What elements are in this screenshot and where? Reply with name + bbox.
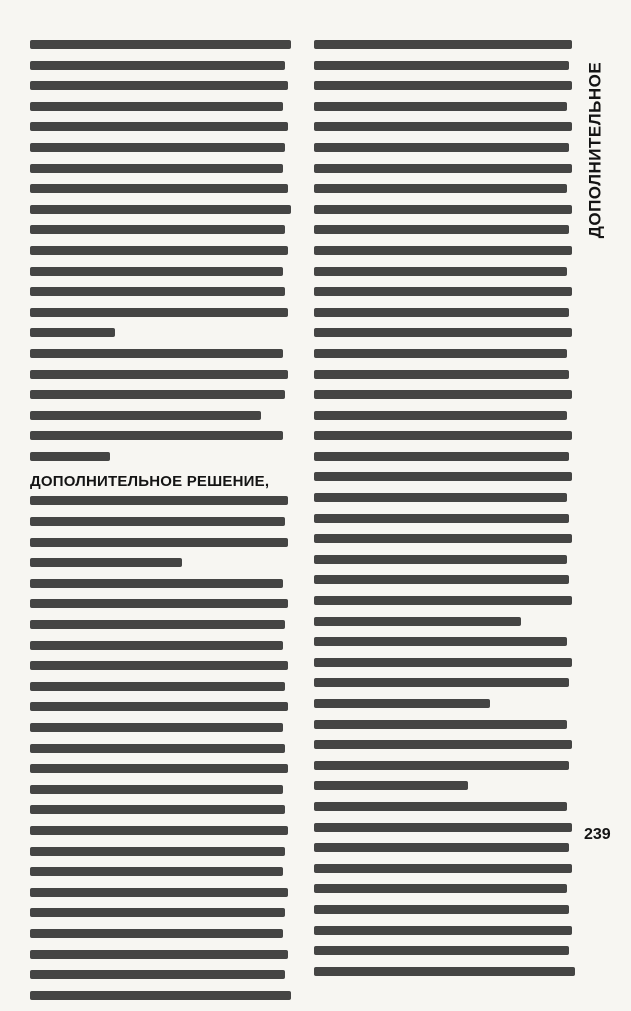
text-line <box>314 225 569 234</box>
text-line <box>314 555 567 564</box>
text-line <box>314 143 569 152</box>
text-line <box>30 122 288 131</box>
text-line <box>30 184 288 193</box>
text-line <box>314 349 567 358</box>
text-line <box>30 431 283 440</box>
text-line <box>30 950 288 959</box>
text-line <box>314 946 569 955</box>
text-line <box>30 620 285 629</box>
text-line <box>314 637 567 646</box>
text-line <box>30 308 288 317</box>
text-line <box>314 740 572 749</box>
text-line <box>30 205 291 214</box>
text-line <box>30 826 288 835</box>
right-column <box>314 40 580 987</box>
text-line <box>30 805 285 814</box>
text-line <box>314 452 569 461</box>
page-number: 239 <box>584 826 611 843</box>
text-line <box>30 908 285 917</box>
text-line <box>314 720 567 729</box>
text-line <box>30 744 285 753</box>
text-line <box>314 102 567 111</box>
text-line <box>314 823 572 832</box>
text-line <box>314 575 569 584</box>
text-line <box>314 308 569 317</box>
text-line <box>314 267 567 276</box>
text-line <box>30 164 283 173</box>
text-line <box>314 287 572 296</box>
text-line <box>314 184 567 193</box>
text-line <box>314 843 569 852</box>
text-line <box>30 579 283 588</box>
text-line <box>314 61 569 70</box>
text-line <box>30 867 283 876</box>
text-line <box>30 246 288 255</box>
text-line <box>314 905 569 914</box>
text-line <box>30 847 285 856</box>
text-line <box>30 267 283 276</box>
text-line <box>314 472 572 481</box>
text-line <box>314 246 572 255</box>
entry-heading: ДОПОЛНИТЕЛЬНОЕ РЕШЕНИЕ, <box>30 473 270 491</box>
text-line <box>314 534 572 543</box>
text-line <box>30 390 285 399</box>
text-line <box>314 864 572 873</box>
text-line <box>30 599 288 608</box>
text-line <box>30 102 283 111</box>
text-line <box>314 699 490 708</box>
text-line <box>314 164 572 173</box>
text-line <box>30 370 288 379</box>
text-line <box>30 929 283 938</box>
text-line <box>30 682 285 691</box>
text-line <box>30 764 288 773</box>
text-line <box>30 287 285 296</box>
text-line <box>30 641 283 650</box>
text-line <box>314 658 572 667</box>
text-line <box>30 225 285 234</box>
text-line <box>314 617 521 626</box>
text-line <box>30 328 115 337</box>
text-line <box>314 328 572 337</box>
text-line <box>30 970 285 979</box>
text-line <box>30 496 288 505</box>
text-line <box>314 431 572 440</box>
text-line <box>30 61 285 70</box>
text-line <box>30 452 110 461</box>
text-line <box>314 493 567 502</box>
text-line <box>314 781 468 790</box>
text-line <box>314 81 572 90</box>
text-line <box>30 723 283 732</box>
text-line <box>30 538 288 547</box>
text-line <box>314 122 572 131</box>
text-line <box>314 411 567 420</box>
text-line <box>30 888 288 897</box>
text-line <box>30 349 283 358</box>
text-line <box>314 926 572 935</box>
text-line <box>30 411 261 420</box>
text-line <box>314 761 569 770</box>
text-line <box>30 702 288 711</box>
text-line <box>314 390 572 399</box>
text-line <box>314 514 569 523</box>
text-line <box>30 991 291 1000</box>
text-line <box>314 884 567 893</box>
left-column <box>30 40 296 1011</box>
text-line <box>30 558 182 567</box>
text-line <box>314 678 569 687</box>
running-head <box>575 40 615 260</box>
text-line <box>314 205 572 214</box>
text-line <box>314 967 575 976</box>
text-line <box>314 802 567 811</box>
text-line <box>314 40 572 49</box>
text-line <box>30 143 285 152</box>
running-head-text: ДОПОЛНИТЕЛЬНОЕ <box>585 61 604 239</box>
text-line <box>30 517 285 526</box>
text-line <box>30 40 291 49</box>
text-line <box>314 596 572 605</box>
text-line <box>30 661 288 670</box>
text-line <box>314 370 569 379</box>
text-line <box>30 81 288 90</box>
text-line <box>30 785 283 794</box>
